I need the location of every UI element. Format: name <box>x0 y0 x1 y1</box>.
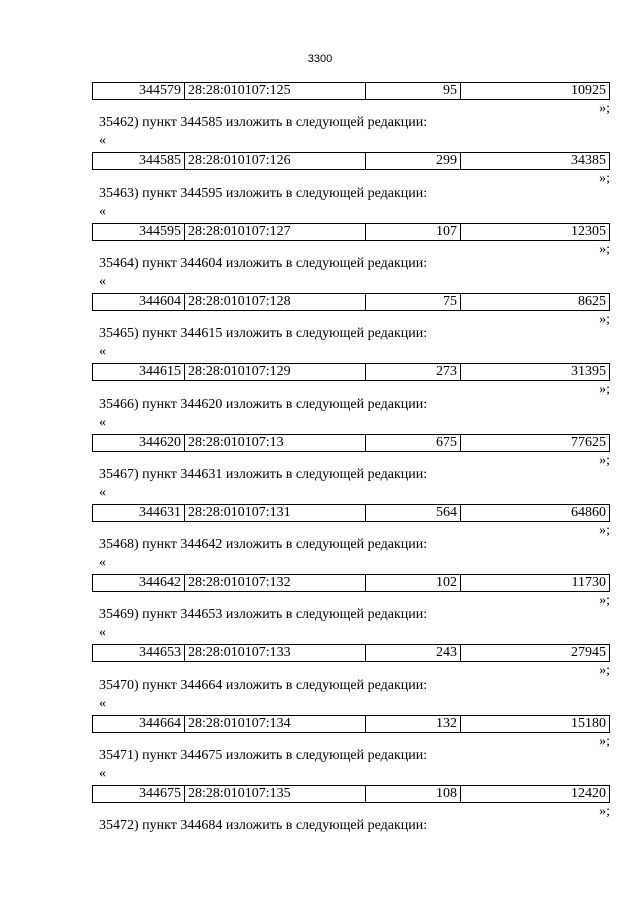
closing-quote: »; <box>599 101 610 116</box>
closing-quote: »; <box>599 663 610 679</box>
item-number-cell: 344664 <box>93 715 185 732</box>
area-cell: 107 <box>366 223 461 240</box>
value-cell: 31395 <box>461 364 610 381</box>
cadastral-number-cell: 28:28:010107:131 <box>185 504 366 521</box>
cadastral-number-cell: 28:28:010107:128 <box>185 293 366 310</box>
cadastral-number-cell: 28:28:010107:132 <box>185 575 366 592</box>
value-cell: 12305 <box>461 223 610 240</box>
data-table-row <box>92 293 610 311</box>
opening-quote: « <box>99 766 106 781</box>
amendment-instruction: 35462) пункт 344585 изложить в следующей редакции: <box>99 115 428 131</box>
item-number-cell: 344595 <box>93 223 185 240</box>
closing-quote: »; <box>599 804 610 819</box>
item-number-cell: 344615 <box>93 364 185 381</box>
value-cell: 12420 <box>461 786 610 803</box>
closing-quote: »; <box>599 382 610 398</box>
page-number: 3300 <box>307 53 333 65</box>
opening-quote: « <box>99 414 106 430</box>
data-table-row <box>92 82 610 100</box>
opening-quote: « <box>99 273 106 289</box>
data-table-row <box>92 785 610 803</box>
item-number-cell: 344631 <box>93 504 185 521</box>
opening-quote: « <box>99 344 106 360</box>
item-number-cell: 344642 <box>93 575 185 592</box>
closing-quote: »; <box>599 593 610 609</box>
closing-quote: »; <box>599 241 610 257</box>
opening-quote: « <box>99 133 106 149</box>
amendment-instruction: 35464) пункт 344604 изложить в следующей редакции: <box>99 255 428 271</box>
amendment-instruction: 35471) пункт 344675 изложить в следующей редакции: <box>99 748 428 763</box>
data-table-row <box>92 434 610 452</box>
area-cell: 108 <box>366 786 461 803</box>
closing-quote: »; <box>599 733 610 749</box>
value-cell: 64860 <box>461 504 610 521</box>
closing-quote: »; <box>599 522 610 538</box>
data-table-row <box>92 152 610 170</box>
amendment-instruction: 35467) пункт 344631 изложить в следующей редакции: <box>99 466 428 482</box>
data-table-row <box>92 574 610 592</box>
area-cell: 132 <box>366 715 461 732</box>
opening-quote: « <box>99 695 106 711</box>
area-cell: 243 <box>366 645 461 662</box>
opening-quote: « <box>99 484 106 500</box>
cadastral-number-cell: 28:28:010107:135 <box>185 786 366 803</box>
amendment-instruction: 35472) пункт 344684 изложить в следующей редакции: <box>99 818 428 834</box>
data-table-row <box>92 644 610 662</box>
area-cell: 75 <box>366 293 461 310</box>
value-cell: 27945 <box>461 645 610 662</box>
item-number-cell: 344585 <box>93 153 185 170</box>
closing-quote: »; <box>599 311 610 327</box>
area-cell: 95 <box>366 83 461 100</box>
value-cell: 8625 <box>461 293 610 310</box>
item-number-cell: 344653 <box>93 645 185 662</box>
data-table-row <box>92 715 610 733</box>
amendment-instruction: 35463) пункт 344595 изложить в следующей редакции: <box>99 185 428 201</box>
item-number-cell: 344620 <box>93 434 185 451</box>
area-cell: 675 <box>366 434 461 451</box>
value-cell: 10925 <box>461 83 610 100</box>
value-cell: 77625 <box>461 434 610 451</box>
area-cell: 102 <box>366 575 461 592</box>
value-cell: 34385 <box>461 153 610 170</box>
opening-quote: « <box>99 625 106 641</box>
amendment-instruction: 35468) пункт 344642 изложить в следующей редакции: <box>99 537 428 553</box>
amendment-instruction: 35469) пункт 344653 изложить в следующей редакции: <box>99 607 428 623</box>
closing-quote: »; <box>599 452 610 468</box>
opening-quote: « <box>99 555 106 571</box>
data-table-row <box>92 504 610 522</box>
item-number-cell: 344579 <box>93 83 185 100</box>
cadastral-number-cell: 28:28:010107:127 <box>185 223 366 240</box>
cadastral-number-cell: 28:28:010107:125 <box>185 83 366 100</box>
data-table-row <box>92 363 610 381</box>
data-table-row <box>92 223 610 241</box>
item-number-cell: 344675 <box>93 786 185 803</box>
value-cell: 15180 <box>461 715 610 732</box>
cadastral-number-cell: 28:28:010107:13 <box>185 434 366 451</box>
cadastral-number-cell: 28:28:010107:129 <box>185 364 366 381</box>
closing-quote: »; <box>599 171 610 187</box>
cadastral-number-cell: 28:28:010107:126 <box>185 153 366 170</box>
amendment-instruction: 35470) пункт 344664 изложить в следующей редакции: <box>99 677 428 693</box>
amendment-instruction: 35465) пункт 344615 изложить в следующей редакции: <box>99 326 428 342</box>
area-cell: 564 <box>366 504 461 521</box>
cadastral-number-cell: 28:28:010107:134 <box>185 715 366 732</box>
item-number-cell: 344604 <box>93 293 185 310</box>
opening-quote: « <box>99 203 106 219</box>
area-cell: 273 <box>366 364 461 381</box>
area-cell: 299 <box>366 153 461 170</box>
amendment-instruction: 35466) пункт 344620 изложить в следующей редакции: <box>99 396 428 412</box>
value-cell: 11730 <box>461 575 610 592</box>
cadastral-number-cell: 28:28:010107:133 <box>185 645 366 662</box>
